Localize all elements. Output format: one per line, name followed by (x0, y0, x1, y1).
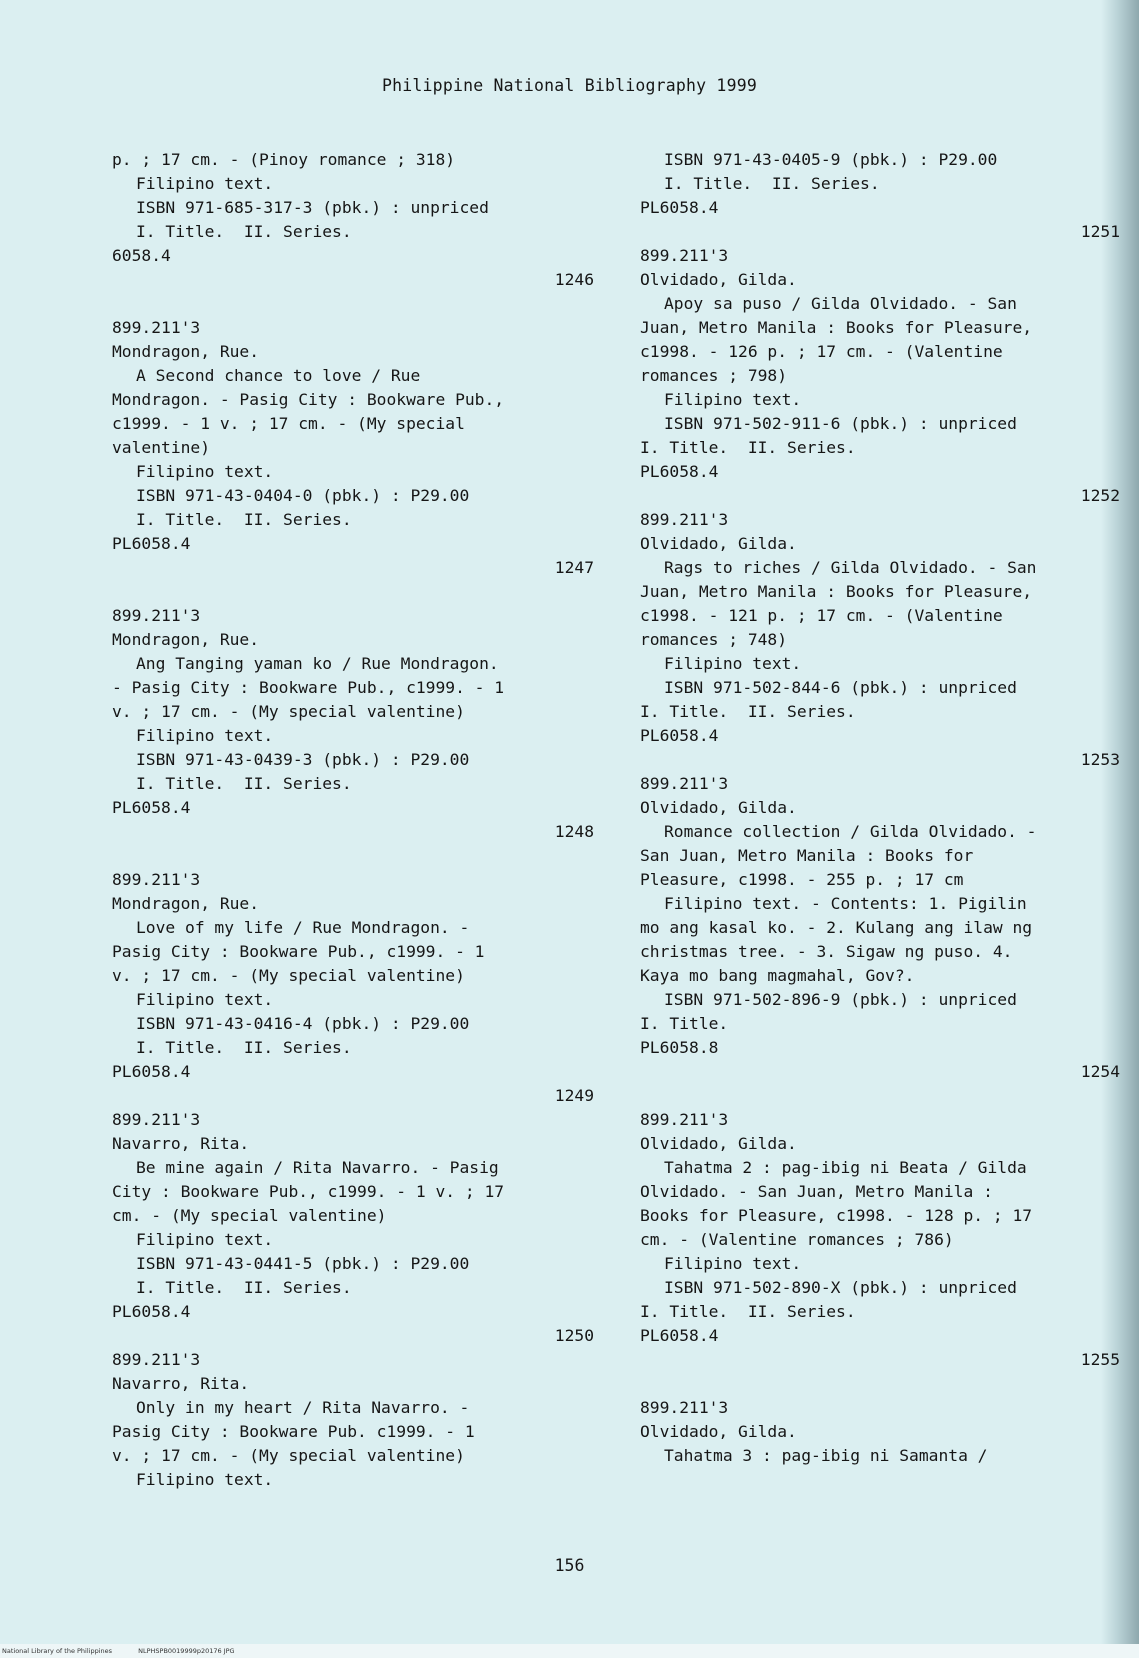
entry-line: Tahatma 2 : pag-ibig ni Beata / Gilda (664, 1158, 1027, 1177)
entry-line: Pasig City : Bookware Pub. c1999. - 1 (112, 1422, 475, 1441)
entry-line: Filipino text. (136, 174, 274, 193)
entry-line: I. Title. II. Series. (136, 774, 352, 793)
entry-line: Olvidado. - San Juan, Metro Manila : (640, 1182, 993, 1201)
entry-line: c1999. - 1 v. ; 17 cm. - (My special (112, 414, 465, 433)
entry-line: Navarro, Rita. (112, 1134, 250, 1153)
entry-line: Filipino text. (136, 1230, 274, 1249)
entry-number: 1246 (554, 270, 594, 289)
entry-line: Ang Tanging yaman ko / Rue Mondragon. (136, 654, 499, 673)
entry-line: Mondragon. - Pasig City : Bookware Pub., (112, 390, 505, 409)
footer-file-code: NLPHSPB0019999p20176 JPG (138, 1647, 235, 1655)
entry-line: v. ; 17 cm. - (My special valentine) (112, 702, 465, 721)
entry-line: ISBN 971-685-317-3 (pbk.) : unpriced (136, 198, 489, 217)
left-column (112, 148, 594, 1492)
entry-line: Filipino text. (664, 1254, 802, 1273)
entry-line: Tahatma 3 : pag-ibig ni Samanta / (664, 1446, 988, 1465)
entry-line: v. ; 17 cm. - (My special valentine) (112, 1446, 465, 1465)
entry-line: 899.211'3 (112, 318, 201, 337)
entry-line: 899.211'3 (640, 774, 729, 793)
entry-line: PL6058.4 (112, 1302, 191, 1321)
entry-line: ISBN 971-502-896-9 (pbk.) : unpriced (664, 990, 1017, 1009)
entry-line: ISBN 971-43-0416-4 (pbk.) : P29.00 (136, 1014, 470, 1033)
entry-number: 1251 (1080, 222, 1120, 241)
entry-line: cm. - (Valentine romances ; 786) (640, 1230, 954, 1249)
entry-line: Filipino text. - Contents: 1. Pigilin (664, 894, 1027, 913)
entry-line: cm. - (My special valentine) (112, 1206, 387, 1225)
entry-line: I. Title. II. Series. (136, 510, 352, 529)
entry-line: PL6058.8 (640, 1038, 719, 1057)
entry-line: Olvidado, Gilda. (640, 270, 797, 289)
entry-line: I. Title. II. Series. (136, 222, 352, 241)
entry-line: Love of my life / Rue Mondragon. - (136, 918, 470, 937)
entry-line: Only in my heart / Rita Navarro. - (136, 1398, 470, 1417)
entry-line: PL6058.4 (112, 534, 191, 553)
entry-line: Filipino text. (136, 990, 274, 1009)
entry-line: p. ; 17 cm. - (Pinoy romance ; 318) (112, 150, 456, 169)
entry-line: Mondragon, Rue. (112, 894, 260, 913)
entry-line: Filipino text. (664, 654, 802, 673)
entry-line: I. Title. II. Series. (640, 1302, 856, 1321)
right-column (640, 148, 1120, 1468)
entry-line: I. Title. (640, 1014, 729, 1033)
entry-line: I. Title. II. Series. (136, 1278, 352, 1297)
page-number: 156 (554, 1556, 585, 1575)
entry-line: Pleasure, c1998. - 255 p. ; 17 cm (640, 870, 964, 889)
entry-line: A Second chance to love / Rue (136, 366, 421, 385)
entry-line: mo ang kasal ko. - 2. Kulang ang ilaw ng (640, 918, 1033, 937)
entry-line: ISBN 971-502-890-X (pbk.) : unpriced (664, 1278, 1017, 1297)
entry-line: ISBN 971-43-0404-0 (pbk.) : P29.00 (136, 486, 470, 505)
entry-line: PL6058.4 (112, 798, 191, 817)
entry-line: City : Bookware Pub., c1999. - 1 v. ; 17 (112, 1182, 505, 1201)
entry-line: c1998. - 126 p. ; 17 cm. - (Valentine (640, 342, 1003, 361)
entry-line: Filipino text. (664, 390, 802, 409)
entry-line: 899.211'3 (112, 870, 201, 889)
entry-line: Mondragon, Rue. (112, 630, 260, 649)
entry-line: c1998. - 121 p. ; 17 cm. - (Valentine (640, 606, 1003, 625)
entry-line: Juan, Metro Manila : Books for Pleasure, (640, 318, 1033, 337)
entry-line (112, 292, 594, 316)
entry-line: romances ; 798) (640, 366, 788, 385)
entry-number: 1254 (1080, 1062, 1120, 1081)
entry-line (112, 844, 594, 868)
entry-line: 899.211'3 (112, 606, 201, 625)
entry-line: Juan, Metro Manila : Books for Pleasure, (640, 582, 1033, 601)
entry-line: 899.211'3 (112, 1110, 201, 1129)
running-header: Philippine National Bibliography 1999 (382, 76, 757, 95)
footer-library: National Library of the Philippines (2, 1647, 113, 1655)
entry-line (640, 1372, 1120, 1396)
entry-line: ISBN 971-43-0439-3 (pbk.) : P29.00 (136, 750, 470, 769)
entry-line: Olvidado, Gilda. (640, 798, 797, 817)
entry-line: christmas tree. - 3. Sigaw ng puso. 4. (640, 942, 1013, 961)
entry-line: ISBN 971-502-844-6 (pbk.) : unpriced (664, 678, 1017, 697)
entry-line: PL6058.4 (640, 726, 719, 745)
entry-line: San Juan, Metro Manila : Books for (640, 846, 974, 865)
entry-line: 899.211'3 (640, 1398, 729, 1417)
entry-line: v. ; 17 cm. - (My special valentine) (112, 966, 465, 985)
entry-line: ISBN 971-502-911-6 (pbk.) : unpriced (664, 414, 1017, 433)
entry-line: - Pasig City : Bookware Pub., c1999. - 1 (112, 678, 505, 697)
entry-line: I. Title. II. Series. (136, 1038, 352, 1057)
scan-footer (0, 1644, 1139, 1658)
entry-line: Filipino text. (136, 726, 274, 745)
entry-line: Books for Pleasure, c1998. - 128 p. ; 17 (640, 1206, 1033, 1225)
entry-line: Filipino text. (136, 462, 274, 481)
entry-number: 1252 (1080, 486, 1120, 505)
entry-number: 1248 (554, 822, 594, 841)
entry-line: Rags to riches / Gilda Olvidado. - San (664, 558, 1037, 577)
entry-number: 1255 (1080, 1350, 1120, 1369)
entry-line: 899.211'3 (640, 1110, 729, 1129)
entry-line (640, 1084, 1120, 1108)
entry-line: Olvidado, Gilda. (640, 1422, 797, 1441)
entry-line: Apoy sa puso / Gilda Olvidado. - San (664, 294, 1017, 313)
entry-number: 1250 (554, 1326, 594, 1345)
entry-line: Be mine again / Rita Navarro. - Pasig (136, 1158, 499, 1177)
entry-line: 6058.4 (112, 246, 171, 265)
entry-line: PL6058.4 (112, 1062, 191, 1081)
entry-number: 1247 (554, 558, 594, 577)
entry-line: valentine) (112, 438, 211, 457)
entry-line: 899.211'3 (112, 1350, 201, 1369)
entry-line: Olvidado, Gilda. (640, 1134, 797, 1153)
entry-line: Romance collection / Gilda Olvidado. - (664, 822, 1037, 841)
entry-line: Filipino text. (136, 1470, 274, 1489)
entry-line: I. Title. II. Series. (664, 174, 880, 193)
entry-line: ISBN 971-43-0441-5 (pbk.) : P29.00 (136, 1254, 470, 1273)
entry-line: 899.211'3 (640, 246, 729, 265)
entry-line: 899.211'3 (640, 510, 729, 529)
entry-number: 1249 (554, 1086, 594, 1105)
entry-line: I. Title. II. Series. (640, 702, 856, 721)
entry-number: 1253 (1080, 750, 1120, 769)
entry-line (112, 580, 594, 604)
entry-line: PL6058.4 (640, 462, 719, 481)
entry-line: PL6058.4 (640, 198, 719, 217)
entry-line: PL6058.4 (640, 1326, 719, 1345)
entry-line: Mondragon, Rue. (112, 342, 260, 361)
entry-line: Kaya mo bang magmahal, Gov?. (640, 966, 915, 985)
entry-line: ISBN 971-43-0405-9 (pbk.) : P29.00 (664, 150, 998, 169)
entry-line: I. Title. II. Series. (640, 438, 856, 457)
entry-line: Pasig City : Bookware Pub., c1999. - 1 (112, 942, 485, 961)
entry-line: romances ; 748) (640, 630, 788, 649)
entry-line: Navarro, Rita. (112, 1374, 250, 1393)
entry-line: Olvidado, Gilda. (640, 534, 797, 553)
